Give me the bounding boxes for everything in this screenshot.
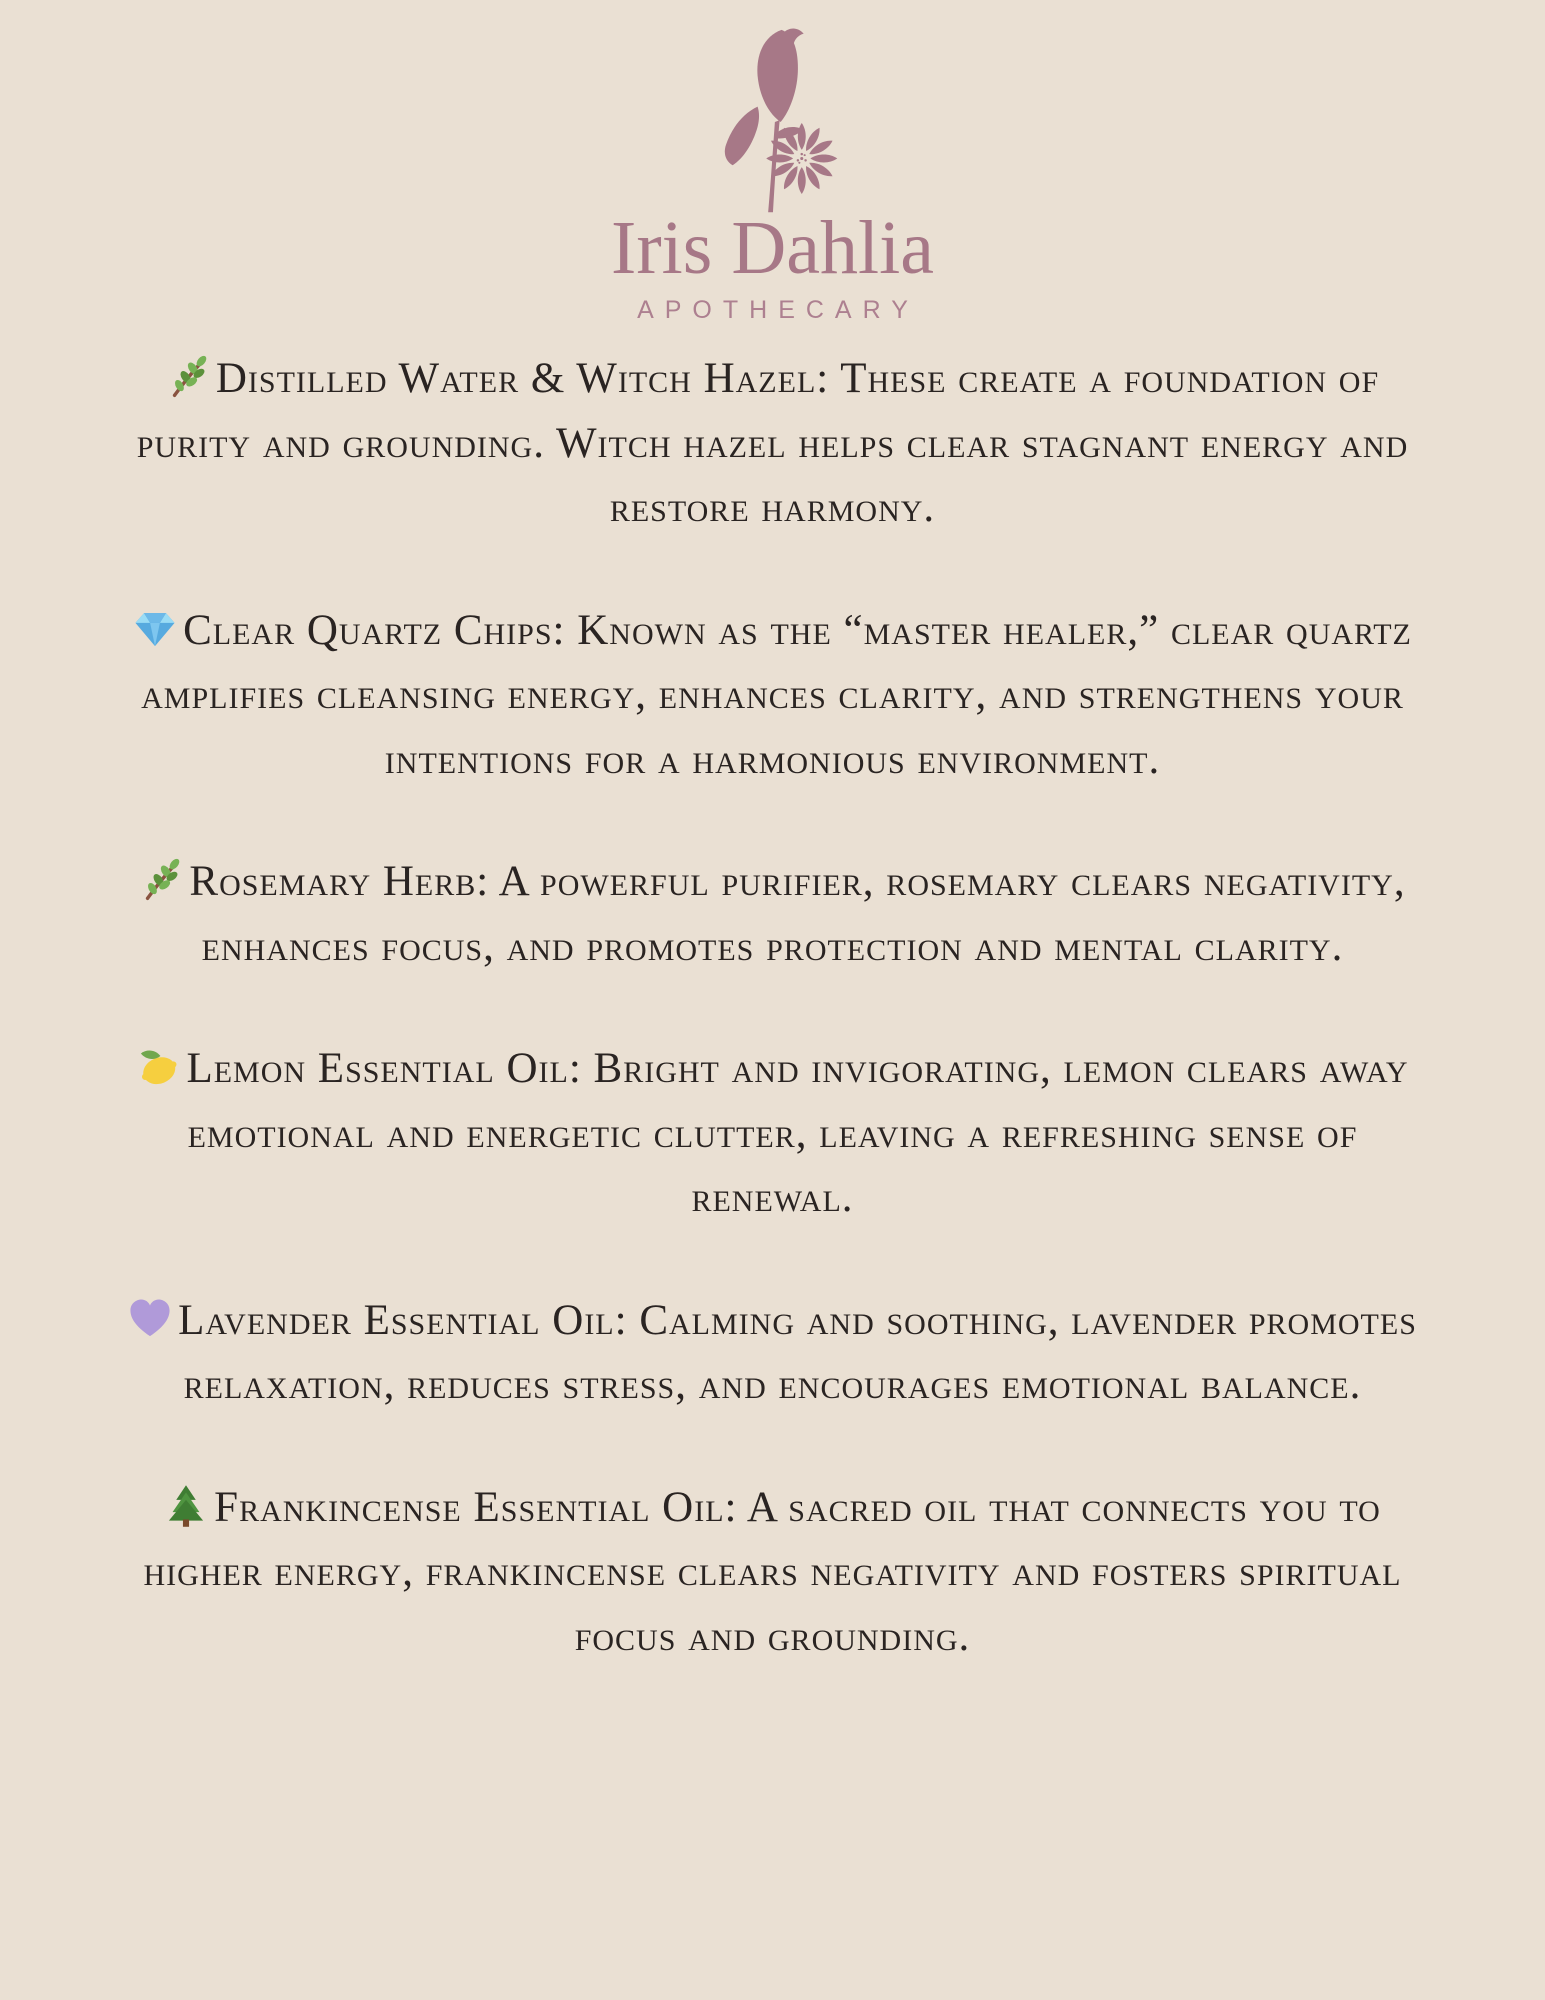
ingredient-clear-quartz: [128, 599, 1418, 793]
ingredient-lavender: [128, 1289, 1418, 1418]
ingredient-distilled-water: [128, 347, 1418, 541]
lemon-icon: [136, 1045, 180, 1089]
ingredient-rosemary: [128, 850, 1418, 979]
ingredient-text: Frankincense Essential Oil: A sacred oil that connects you to higher energy, frankincense clears negativity and fosters spiritual focus and grounding.: [143, 1483, 1402, 1660]
evergreen-tree-icon: [164, 1484, 208, 1528]
brand-tagline: APOTHECARY: [637, 296, 919, 325]
ingredient-lemon: [128, 1037, 1418, 1231]
ingredient-text: Rosemary Herb: A powerful purifier, rosemary clears negativity, enhances focus, and promotes protection and mental clarity.: [189, 858, 1406, 970]
iris-dahlia-flower-icon: [688, 26, 856, 218]
brand-name: Iris Dahlia: [611, 206, 934, 290]
ingredient-text: Lemon Essential Oil: Bright and invigorating, lemon clears away emotional and energetic clutter, leaving a refreshing sense of renewal.: [186, 1045, 1409, 1222]
herb-icon: [139, 858, 183, 902]
ingredient-text: Distilled Water & Witch Hazel: These create a foundation of purity and grounding. Witch hazel helps clear stagnant energy and restore harmony.: [136, 355, 1409, 532]
herb-icon: [166, 355, 210, 399]
ingredient-text: Clear Quartz Chips: Known as the “master healer,” clear quartz amplifies cleansing energy, enhances clarity, and strengthens your intentions for a harmonious environment.: [141, 606, 1412, 783]
ingredient-text: Lavender Essential Oil: Calming and soothing, lavender promotes relaxation, reduces stress, and encourages emotional balance.: [178, 1296, 1417, 1409]
purple-heart-icon: [128, 1297, 172, 1341]
brand-logo: [611, 26, 934, 325]
ingredient-frankincense: [128, 1476, 1418, 1670]
ingredient-list: [128, 347, 1418, 1669]
gem-icon: [133, 607, 177, 651]
